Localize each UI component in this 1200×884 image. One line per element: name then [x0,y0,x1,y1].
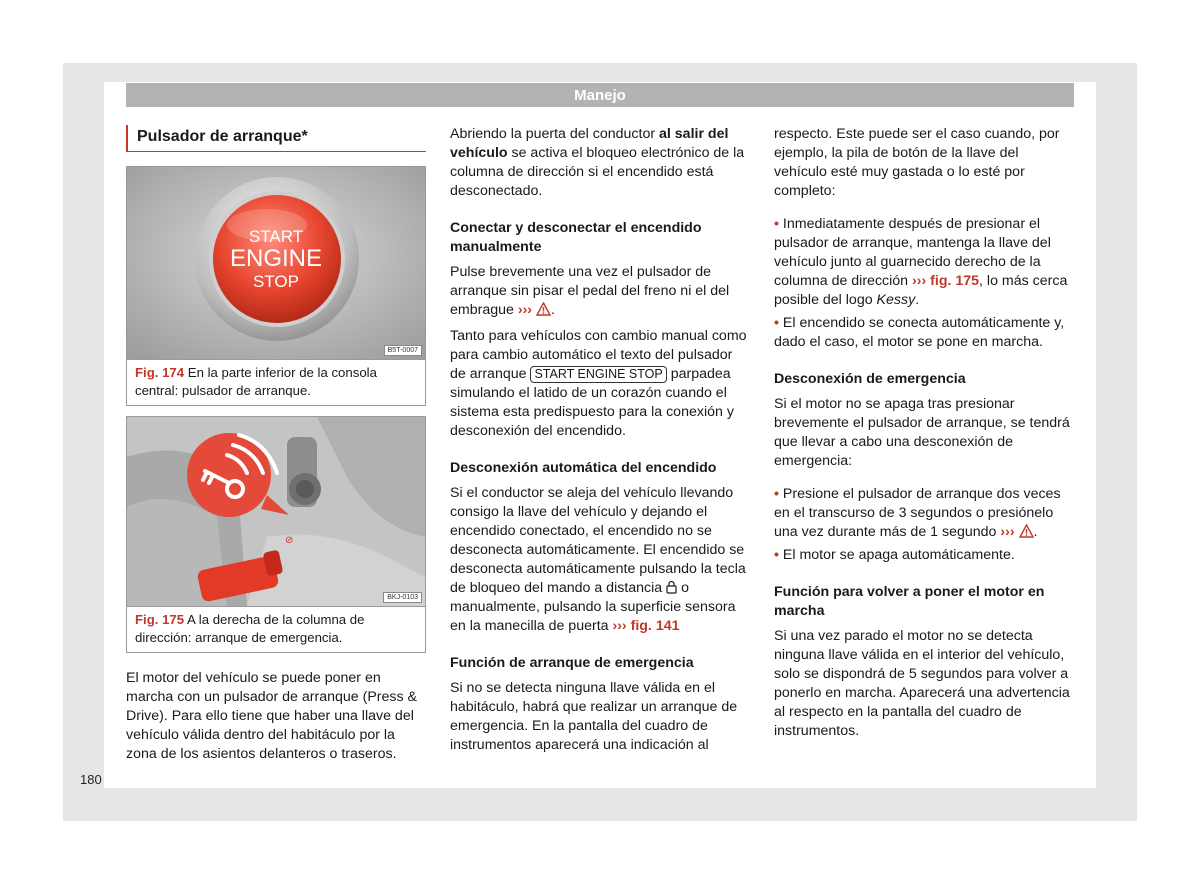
steering-column-illustration [127,417,425,606]
figure-caption [127,606,425,652]
figure-caption [127,359,425,405]
figure-label: Fig. 174 [135,365,185,380]
heading-restart: Función para volver a poner el motor en marcha [774,584,1045,619]
bullet-item: • Inmediatamente después de presionar el pulsador de arranque, mantenga la llave del vehículo junto al guarnecido derecho de la columna de dirección ››› fig. 175, lo más cerca posible del logo Kessy. [774,216,1068,308]
emergency-start-photo [127,417,425,606]
figure-175 [126,416,426,653]
start-label: START [248,227,304,246]
section-title: Pulsador de arranque* [126,125,426,152]
paragraph-steering-lock: Abriendo la puerta del conductor al salir del vehículo se activa el bloqueo electrónico de la columna de dirección si el encendido está desconectado. [450,126,745,199]
figure-caption-text: A la derecha de la columna de dirección: arranque de emergencia. [135,612,365,645]
figure-label: Fig. 175 [135,612,185,627]
warning-icon [1019,524,1034,538]
bullet-icon: • [774,216,779,232]
heading-emergency-off: Desconexión de emergencia [774,371,966,387]
engine-label: ENGINE [229,245,322,272]
start-button-photo [127,167,425,359]
bullet-item: • El encendido se conecta automáticamente y, dado el caso, el motor se pone en marcha. [774,315,1065,350]
paragraph-emergency-off: Si el motor no se apaga tras presionar brevemente el pulsador de arranque, se tendrá que llevar a cabo una desconexión de emergencia: [774,396,1070,469]
heading-manual-ignition: Conectar y desconectar el encendido manualmente [450,220,702,255]
heading-auto-off: Desconexión automática del encendido [450,460,717,476]
paragraph-continued: respecto. Este puede ser el caso cuando, por ejemplo, la pila de botón de la llave del vehículo esté muy gastada o lo esté por completo: [774,126,1060,199]
start-engine-stop-key: START ENGINE STOP [530,366,666,383]
figure-code: B5T-0007 [384,345,422,356]
page-number: 180 [80,772,102,787]
paragraph-manual-ignition: Pulse brevemente una vez el pulsador de arranque sin pisar el pedal del freno ni el del embrague ››› . [450,264,730,318]
intro-paragraph: El motor del vehículo se puede poner en marcha con un pulsador de arranque (Press & Drive). Para ello tiene que haber una llave del vehículo válida dentro del habitáculo por la zona de los asientos delanteros o traseros. [126,670,418,762]
lock-icon [666,580,677,594]
paragraph-emergency-start: Si no se detecta ninguna llave válida en el habitáculo, habrá que realizar un arranque de emergencia. En la pantalla del cuadro de instrumentos aparecerá una indicación al [450,680,738,753]
bullet-icon: • [774,547,779,563]
figure-175-link[interactable]: ››› fig. 175 [912,273,980,289]
figure-caption-text: En la parte inferior de la consola central: pulsador de arranque. [135,365,377,398]
ref-arrow: ››› [517,302,533,318]
column-left [126,125,426,771]
paragraph-restart: Si una vez parado el motor no se detecta ninguna llave válida en el interior del vehículo, solo se dispondrá de 5 segundos para volver a ponerlo en marcha. Aparecerá una advertencia al respecto en la pantalla del cuadro de instrumentos. [774,628,1070,739]
chapter-header: Manejo [126,83,1074,107]
stop-label: STOP [253,272,299,291]
paragraph-blinking: Tanto para vehículos con cambio manual como para cambio automático el texto del pulsador de arranque START ENGINE STOP parpadea simulando el latido de un corazón cuando el sistema esta predispuesto para la conexión y desconexión del encendido. [450,328,747,439]
bullet-item: • El motor se apaga automáticamente. [774,547,1015,563]
figure-141-link[interactable]: ››› fig. 141 [612,618,680,634]
svg-text:⊘: ⊘ [285,535,294,546]
bullet-icon: • [774,315,779,331]
figure-174 [126,166,426,406]
bullet-icon: • [774,486,779,502]
figure-code: BKJ-0103 [383,592,422,603]
heading-emergency-start: Función de arranque de emergencia [450,655,694,671]
bullet-item: • Presione el pulsador de arranque dos veces en el transcurso de 3 segundos o presiónelo una vez durante más de 1 segundo ››› . [774,486,1061,540]
column-right [774,125,1074,748]
warning-icon [536,302,551,316]
paragraph-auto-off: Si el conductor se aleja del vehículo llevando consigo la llave del vehículo y dejando el encendido conectado, el encendido no se desconecta automáticamente. El encendido se desconecta automáticamente pulsando la tecla de bloqueo del mando a distancia o manualmente, pulsando la superficie sensora en la manecilla de puerta ››› fig. 141 [450,485,746,634]
column-middle [450,125,748,762]
ref-arrow: ››› [1000,524,1015,540]
